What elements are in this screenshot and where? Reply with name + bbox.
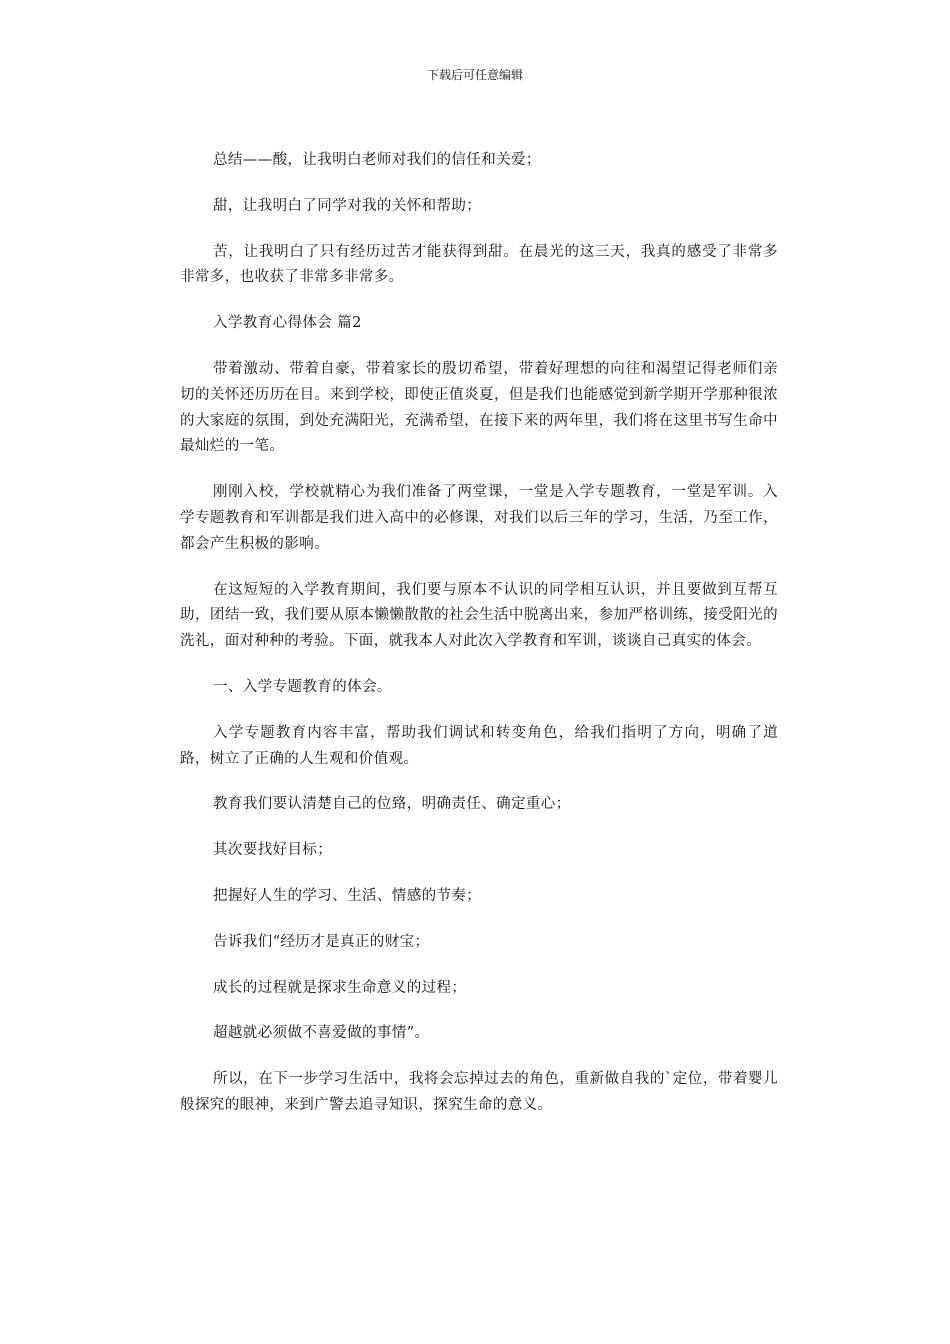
paragraph: 入学专题教育内容丰富，帮助我们调试和转变角色，给我们指明了方向，明确了道路，树立了正确的人生观和价值观。 <box>180 724 778 767</box>
subsection-heading: 一、入学专题教育的体会。 <box>213 678 392 695</box>
paragraph: 苦，让我明白了只有经历过苦才能获得到甜。在晨光的这三天，我真的感受了非常多非常多，也收获了非常多非常多。 <box>180 243 778 286</box>
paragraph: 总结——酸，让我明白老师对我们的信任和关爱； <box>213 152 541 168</box>
paragraph: 告诉我们“经历才是真正的财宝； <box>213 933 430 950</box>
section-title: 入学教育心得体会 篇2 <box>213 315 362 332</box>
paragraph: 成长的过程就是探求生命意义的过程； <box>213 979 467 996</box>
paragraph: 其次要找好目标； <box>213 842 333 859</box>
paragraph: 教育我们要认清楚自己的位臵，明确责任、确定重心； <box>213 796 571 813</box>
page-header: 下载后可任意编辑 <box>426 68 523 82</box>
document-body <box>180 148 778 1139</box>
paragraph: 所以，在下一步学习生活中，我将会忘掉过去的角色，重新做自我的`定位，带着婴儿般探究的眼神，来到广警去追寻知识，探究生命的意义。 <box>180 1071 778 1113</box>
paragraph: 把握好人生的学习、生活、情感的节奏； <box>213 887 482 904</box>
paragraph: 刚刚入校，学校就精心为我们准备了两堂课，一堂是入学专题教育，一堂是军训。入学专题教育和军训都是我们进入高中的必修课，对我们以后三年的学习，生活，乃至工作，都会产生积极的影响。 <box>180 484 778 552</box>
paragraph: 甜，让我明白了同学对我的关怀和帮助； <box>213 197 482 214</box>
paragraph: 在这短短的入学教育期间，我们要与原本不认识的同学相互认识，并且要做到互帮互助，团结一致，我们要从原本懒懒散散的社会生活中脱离出来，参加严格训练，接受阳光的洗礼，面对种种的考验。下面，就我本人对此次入学教育和军训，谈谈自己真实的体会。 <box>180 581 778 650</box>
paragraph: 超越就必须做不喜爱做的事情”。 <box>213 1025 430 1042</box>
paragraph: 带着激动、带着自豪，带着家长的殷切希望，带着好理想的向往和渴望记得老师们亲切的关怀还历历在目。来到学校，即使正值炎夏，但是我们也能感觉到新学期开学那种很浓的大家庭的氛围，到处充满阳光，充满希望，在接下来的两年里，我们将在这里书写生命中最灿烂的一笔。 <box>180 360 778 455</box>
